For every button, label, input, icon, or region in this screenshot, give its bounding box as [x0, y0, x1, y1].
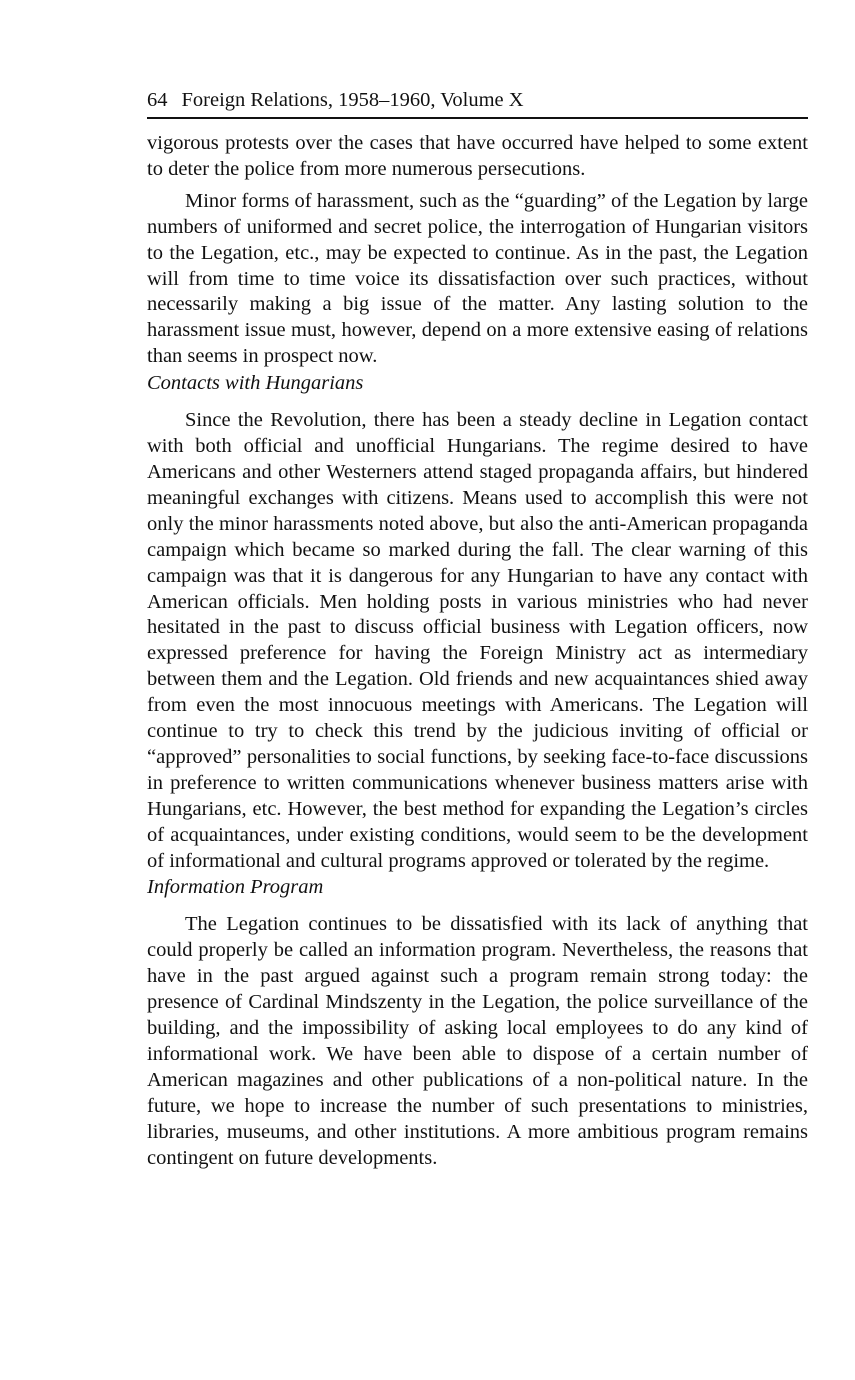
section-heading-information-program: Information Program: [147, 876, 324, 899]
section-heading-contacts: Contacts with Hungarians: [147, 372, 364, 395]
running-header: [147, 86, 808, 119]
information-program-paragraph: The Legation continues to be dissatisfied with its lack of anything that could properly be called an information program. Nevertheless, the reasons that have in the past argued against such a program remain strong today: the presence of Cardinal Mindszenty in the Legation, the police surveillance of the building, and the impossibility of asking local employees to do any kind of informational work. We have been able to dispose of a certain number of American magazines and other publications of a non-political nature. In the future, we hope to increase the number of such presentations to ministries, libraries, museums, and other institutions. A more ambitious program remains contingent on future developments.: [147, 913, 808, 1169]
document-body: [147, 131, 808, 1172]
running-title: Foreign Relations, 1958–1960, Volume X: [181, 89, 524, 111]
contacts-paragraph: Since the Revolution, there has been a steady decline in Legation contact with both official and unofficial Hungarians. The regime desired to have Americans and other Westerners attend staged propaganda affairs, but hindered meaningful exchanges with citizens. Means used to accomplish this were not only the minor harassments noted above, but also the anti-American propaganda campaign which became so marked during the fall. The clear warning of this campaign was that it is dangerous for any Hungarian to have any contact with American officials. Men holding posts in various ministries who had never hesitated in the past to discuss official business with Legation officers, now expressed preference for having the Foreign Ministry act as intermediary between them and the Legation. Old friends and new acquaintances shied away from even the most innocuous meetings with Americans. The Legation will continue to try to check this trend by the judicious inviting of official or “approved” personalities to social functions, by seeking face-to-face discussions in preference to written communications whenever business matters arise with Hungarians, etc. However, the best method for expanding the Legation’s circles of acquaintances, under existing conditions, would seem to be the development of informational and cultural programs approved or tolerated by the regime.: [147, 409, 808, 872]
continuation-paragraph: vigorous protests over the cases that have occurred have helped to some extent to deter the police from more numerous persecutions.: [147, 132, 808, 180]
document-page: [147, 86, 808, 1172]
harassment-paragraph: Minor forms of harassment, such as the “guarding” of the Legation by large numbers of uniformed and secret police, the interrogation of Hungarian visitors to the Legation, etc., may be expected to continue. As in the past, the Legation will from time to time voice its dissatisfaction over such practices, without necessarily making a big issue of the matter. Any lasting solution to the harassment issue must, however, depend on a more extensive easing of relations than seems in prospect now.: [147, 189, 808, 368]
page-number: 64: [147, 89, 168, 111]
